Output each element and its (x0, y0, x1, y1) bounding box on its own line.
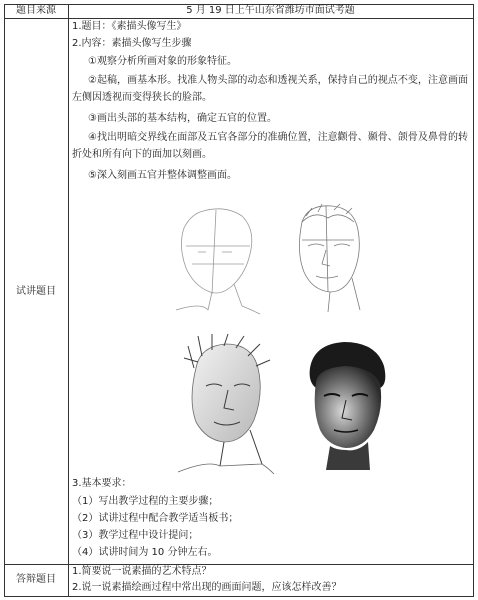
sketch-step-shading (178, 334, 274, 474)
step-5: ⑤深入刻画五官并整体调整画面。 (88, 170, 237, 181)
header-divider (4, 18, 474, 19)
sketch-finished-portrait (300, 338, 392, 470)
lecture-section-label: 试讲题目 (16, 286, 56, 297)
lecture-content-line: 2.内容：素描头像写生步骤 (72, 38, 192, 49)
requirement-2: （2）试讲过程中配合教学适当板书； (72, 513, 239, 524)
requirement-4: （4）试讲时间为 10 分钟左右。 (72, 547, 218, 558)
header-source-label: 题目来源 (16, 5, 56, 16)
requirement-1: （1）写出教学过程的主要步骤； (72, 496, 219, 507)
defense-section-label: 答辩题目 (16, 574, 56, 585)
requirements-title: 3.基本要求： (72, 478, 132, 489)
table-border-left (4, 4, 5, 597)
sketch-step-outline (172, 206, 262, 316)
sketch-step-structure (288, 200, 368, 315)
step-4: ④找出明暗交界线在面部及五官各部分的准确位置，注意颧骨、颞骨、颌骨及鼻骨的转折处和所有向下的面加以刻画。 (72, 132, 468, 160)
column-divider (68, 4, 69, 597)
defense-question-2: 2.说一说素描绘画过程中常出现的画面问题，应该怎样改善？ (72, 582, 342, 593)
table-border-bottom (4, 596, 474, 597)
step-2: ②起稿，画基本形。找准人物头部的动态和透视关系，保持自己的视点不变，注意画面左侧因透视而变得狭长的脸部。 (72, 75, 468, 103)
table-border-right (473, 4, 474, 597)
header-exam-title: 5 月 19 日上午山东省潍坊市面试考题 (186, 5, 355, 16)
requirement-3: （3）教学过程中设计提问； (72, 530, 199, 541)
section-divider (4, 564, 474, 565)
lecture-title-line: 1.题目：《素描头像写生》 (72, 21, 187, 32)
defense-question-1: 1.简要说一说素描的艺术特点？ (72, 566, 212, 577)
step-3: ③画出头部的基本结构，确定五官的位置。 (88, 113, 277, 124)
step-1: ①观察分析所画对象的形象特征。 (88, 56, 237, 67)
